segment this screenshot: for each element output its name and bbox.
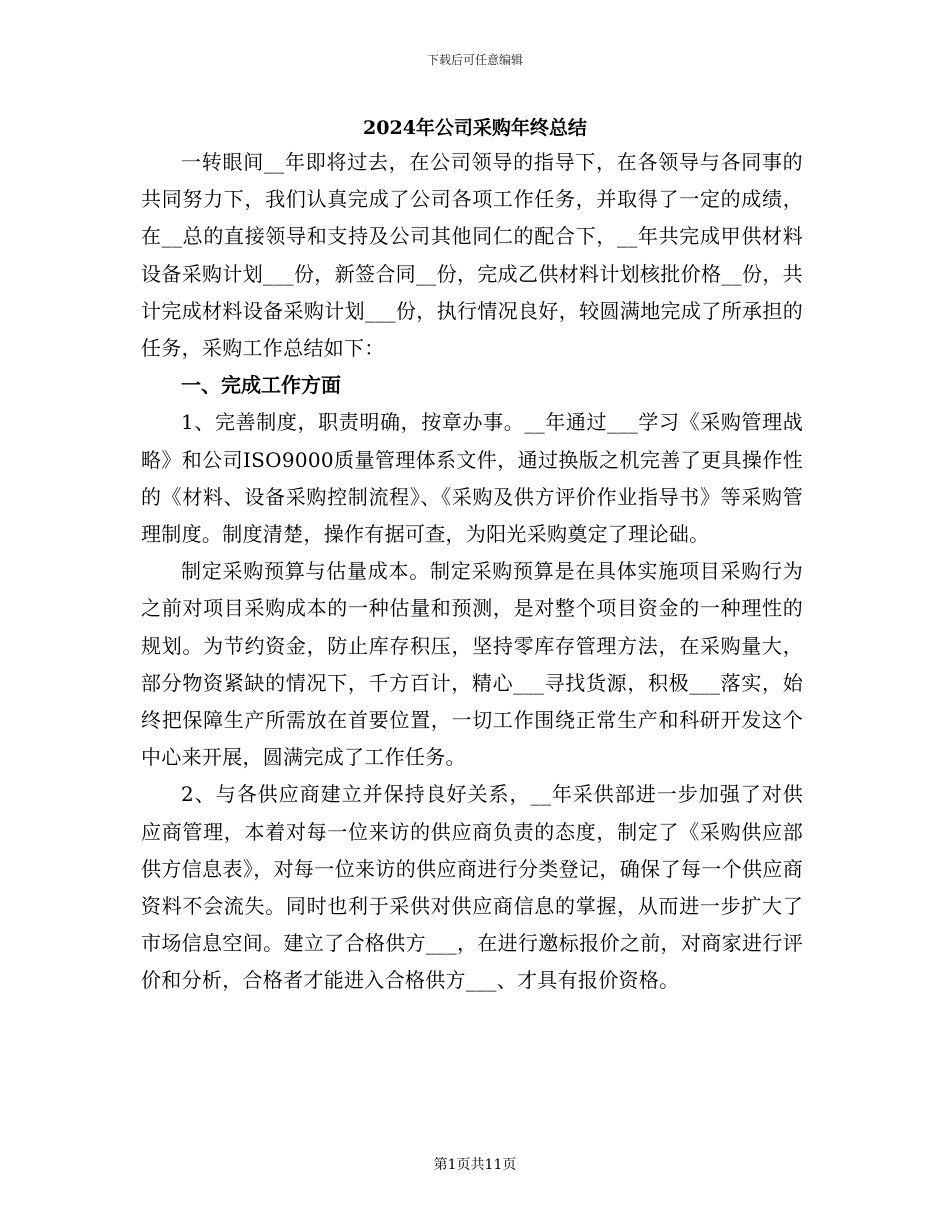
intro-paragraph: 一转眼间__年即将过去，在公司领导的指导下，在各领导与各同事的共同努力下，我们认真完成了公司各项工作任务，并取得了一定的成绩，在__总的直接领导和支持及公司其他同仁的配合下，__年共完成甲供材料设备采购计划___份，新签合同__份，完成乙供材料计划核批价格__份，共计完成材料设备采购计划___份，执行情况良好，较圆满地完成了所承担的任务，采购工作总结如下： (141, 150, 803, 361)
document-title: 2024年公司采购年终总结 (363, 117, 587, 139)
system-paragraph: 1、完善制度，职责明确，按章办事。__年通过___学习《采购管理战略》和公司ISO9000质量管理体系文件，通过换版之机完善了更具操作性的《材料、设备采购控制流程》、《采购及供方评价作业指导书》等采购管理制度。制度清楚，操作有据可查，为阳光采购奠定了理论础。 (141, 410, 803, 547)
document-body (141, 144, 803, 1000)
budget-paragraph: 制定采购预算与估量成本。制定采购预算是在具体实施项目采购行为之前对项目采购成本的一种估量和预测，是对整个项目资金的一种理性的规划。为节约资金，防止库存积压，坚持零库存管理方法，在采购量大，部分物资紧缺的情况下，千方百计，精心___寻找货源，积极___落实，始终把保障生产所需放在首要位置，一切工作围绕正常生产和科研开发这个中心来开展，圆满完成了工作任务。 (141, 559, 803, 770)
section-heading: 一、完成工作方面 (181, 373, 341, 398)
page-number: 第1页共11页 (433, 1157, 517, 1173)
page-header-note: 下载后可任意编辑 (426, 53, 523, 67)
supplier-paragraph: 2、与各供应商建立并保持良好关系，__年采供部进一步加强了对供应商管理，本着对每一位来访的供应商负责的态度，制定了《采购供应部供方信息表》，对每一位来访的供应商进行分类登记，确保了每一个供应商资料不会流失。同时也利于采供对供应商信息的掌握，从而进一步扩大了市场信息空间。建立了合格供方___，在进行邀标报价之前，对商家进行评价和分析，合格者才能进入合格供方___、才具有报价资格。 (141, 782, 803, 993)
